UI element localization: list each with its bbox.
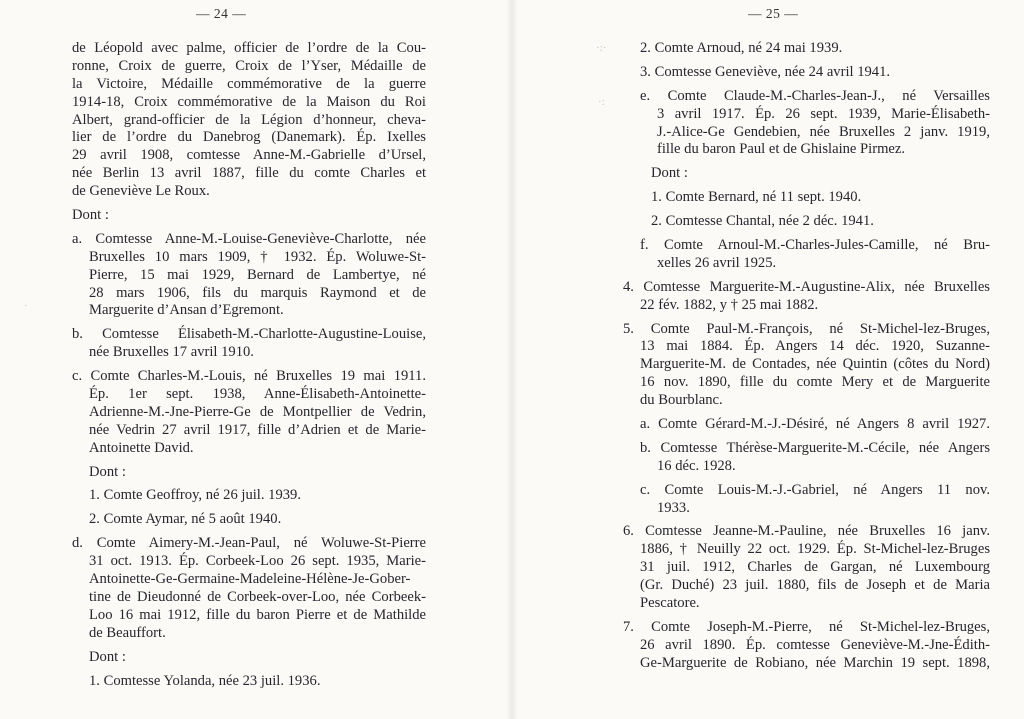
text-line: 3. Comtesse Geneviève, née 24 avril 1941. <box>640 63 891 80</box>
left-page-text <box>72 40 426 690</box>
text-line: b. Comtesse Thérèse-Marguerite-M.-Cécile, née Angers <box>640 439 990 456</box>
text-line: de Léopold avec palme, officier de l’ordre de la Cou- <box>72 40 426 56</box>
text-line: Dont : <box>72 207 109 224</box>
text-line: c. Comte Charles-M.-Louis, né Bruxelles 19 mai 1911. <box>72 368 426 385</box>
text-line: 2. Comte Aymar, né 5 août 1940. <box>89 511 282 528</box>
text-line: 16 nov. 1890, fille du comte Mery et de Marguerite <box>640 374 990 391</box>
text-line: du Bourblanc. <box>640 392 723 409</box>
text-line: 31 juil. 1912, Charles de Gargan, né Luxembourg <box>640 559 990 576</box>
page-number-left: — 24 — <box>196 6 247 21</box>
text-line: Marguerite-M. de Contades, née Quintin (côtes du Nord) <box>640 356 990 373</box>
text-line: la Victoire, Médaille commémorative de la guerre <box>72 75 426 92</box>
text-line: 6. Comtesse Jeanne-M.-Pauline, née Bruxelles 16 janv. <box>623 523 990 540</box>
text-line: J.-Alice-Ge Gendebien, née Bruxelles 2 janv. 1919, <box>657 123 990 140</box>
text-line: 29 avril 1908, comtesse Anne-M.-Gabrielle d’Ursel, <box>72 147 426 164</box>
text-line: Ge-Marguerite de Robiano, née Marchin 19 sept. 1898, <box>640 654 990 671</box>
text-line: née Bruxelles 17 avril 1910. <box>89 344 254 361</box>
text-line: Loo 16 mai 1912, fille du baron Pierre et de Mathilde <box>89 606 426 623</box>
text-line: de Beauffort. <box>89 624 166 641</box>
text-line: 1914-18, Croix commémorative de la Maison du Roi <box>72 93 426 110</box>
text-line: fille du baron Paul et de Ghislaine Pirmez. <box>657 141 906 158</box>
text-line: (Gr. Duché) 23 juil. 1880, fils de Joseph et de Maria <box>640 577 990 594</box>
text-line: ronne, Croix de guerre, Croix de l’Yser, Médaille de <box>72 57 426 74</box>
text-line: c. Comte Louis-M.-J.-Gabriel, né Angers 11 nov. <box>640 481 990 498</box>
text-line: b. Comtesse Élisabeth-M.-Charlotte-Augustine-Louise, <box>72 326 426 343</box>
scan-speck: ·:· <box>596 42 607 54</box>
text-line: 16 déc. 1928. <box>657 457 736 474</box>
text-line: xelles 26 avril 1925. <box>657 254 777 271</box>
text-line: 4. Comtesse Marguerite-M.-Augustine-Alix, née Bruxelles <box>623 278 990 295</box>
text-line: f. Comte Arnoul-M.-Charles-Jules-Camille, né Bru- <box>640 237 990 254</box>
text-line: Marguerite d’Ansan d’Egremont. <box>89 302 284 319</box>
text-line: e. Comte Claude-M.-Charles-Jean-J., né Versailles <box>640 87 990 104</box>
text-line: a. Comte Gérard-M.-J.-Désiré, né Angers 8 avril 1927. <box>640 416 990 433</box>
text-line: Pierre, 15 mai 1929, Bernard de Lambertye, né <box>89 266 426 283</box>
text-line: 31 oct. 1913. Ép. Corbeek-Loo 26 sept. 1935, Marie- <box>89 553 426 570</box>
text-line: 2. Comte Arnoud, né 24 mai 1939. <box>640 40 843 56</box>
text-line: Dont : <box>89 463 126 480</box>
text-line: Antoinette-Ge-Germaine-Madeleine-Hélène-Je-Gober- <box>89 571 411 588</box>
text-line: 1. Comte Bernard, né 11 sept. 1940. <box>651 189 862 206</box>
text-line: née Vedrin 27 avril 1917, fille d’Adrien et de Marie- <box>89 421 426 438</box>
text-line: 13 mai 1884. Ép. Angers 14 déc. 1920, Suzanne- <box>640 338 990 355</box>
text-line: lier de l’ordre du Danebrog (Danemark). Ép. Ixelles <box>72 129 426 146</box>
text-line: 26 avril 1890. Ép. comtesse Geneviève-M.-Jne-Édith- <box>640 636 990 653</box>
text-line: Antoinette David. <box>89 439 194 456</box>
right-page-text <box>623 40 990 673</box>
text-line: 3 avril 1917. Ép. 26 sept. 1939, Marie-Élisabeth- <box>657 105 990 122</box>
text-line: 22 fév. 1882, y † 25 mai 1882. <box>640 296 819 313</box>
text-line: 1886, † Neuilly 22 oct. 1929. Ép. St-Michel-lez-Bruges <box>640 541 990 558</box>
text-line: 7. Comte Joseph-M.-Pierre, né St-Michel-lez-Bruges, <box>623 618 990 635</box>
text-line: Dont : <box>89 648 126 665</box>
scan-speck: · <box>24 300 28 312</box>
text-line: Adrienne-M.-Jne-Pierre-Ge de Montpellier de Vedrin, <box>89 403 426 420</box>
text-line: d. Comte Aimery-M.-Jean-Paul, né Woluwe-St-Pierre <box>72 535 426 552</box>
text-line: 5. Comte Paul-M.-François, né St-Michel-lez-Bruges, <box>623 320 990 337</box>
text-line: 1. Comtesse Yolanda, née 23 juil. 1936. <box>89 672 321 689</box>
text-line: a. Comtesse Anne-M.-Louise-Geneviève-Charlotte, née <box>72 230 426 247</box>
text-line: Dont : <box>651 165 688 182</box>
text-line: Ép. 1er sept. 1938, Anne-Élisabeth-Antoinette- <box>89 386 426 403</box>
text-line: née Berlin 13 avril 1887, fille du comte Charles et <box>72 165 426 182</box>
text-line: de Geneviève Le Roux. <box>72 183 210 200</box>
text-line: Bruxelles 10 mars 1909, † 1932. Ép. Woluwe-St- <box>89 248 426 265</box>
text-line: 28 mars 1906, fils du marquis Raymond et de <box>89 284 426 301</box>
text-line: 1933. <box>657 499 690 516</box>
text-line: Pescatore. <box>640 595 700 612</box>
page-number-right: — 25 — <box>748 6 799 21</box>
text-line: tine de Dieudonné de Corbeek-over-Loo, née Corbeek- <box>89 588 426 605</box>
scan-speck: ·: <box>598 96 605 108</box>
text-line: Albert, grand-officier de la Légion d’honneur, cheva- <box>72 111 426 128</box>
text-line: 2. Comtesse Chantal, née 2 déc. 1941. <box>651 213 874 230</box>
text-line: 1. Comte Geoffroy, né 26 juil. 1939. <box>89 487 301 504</box>
